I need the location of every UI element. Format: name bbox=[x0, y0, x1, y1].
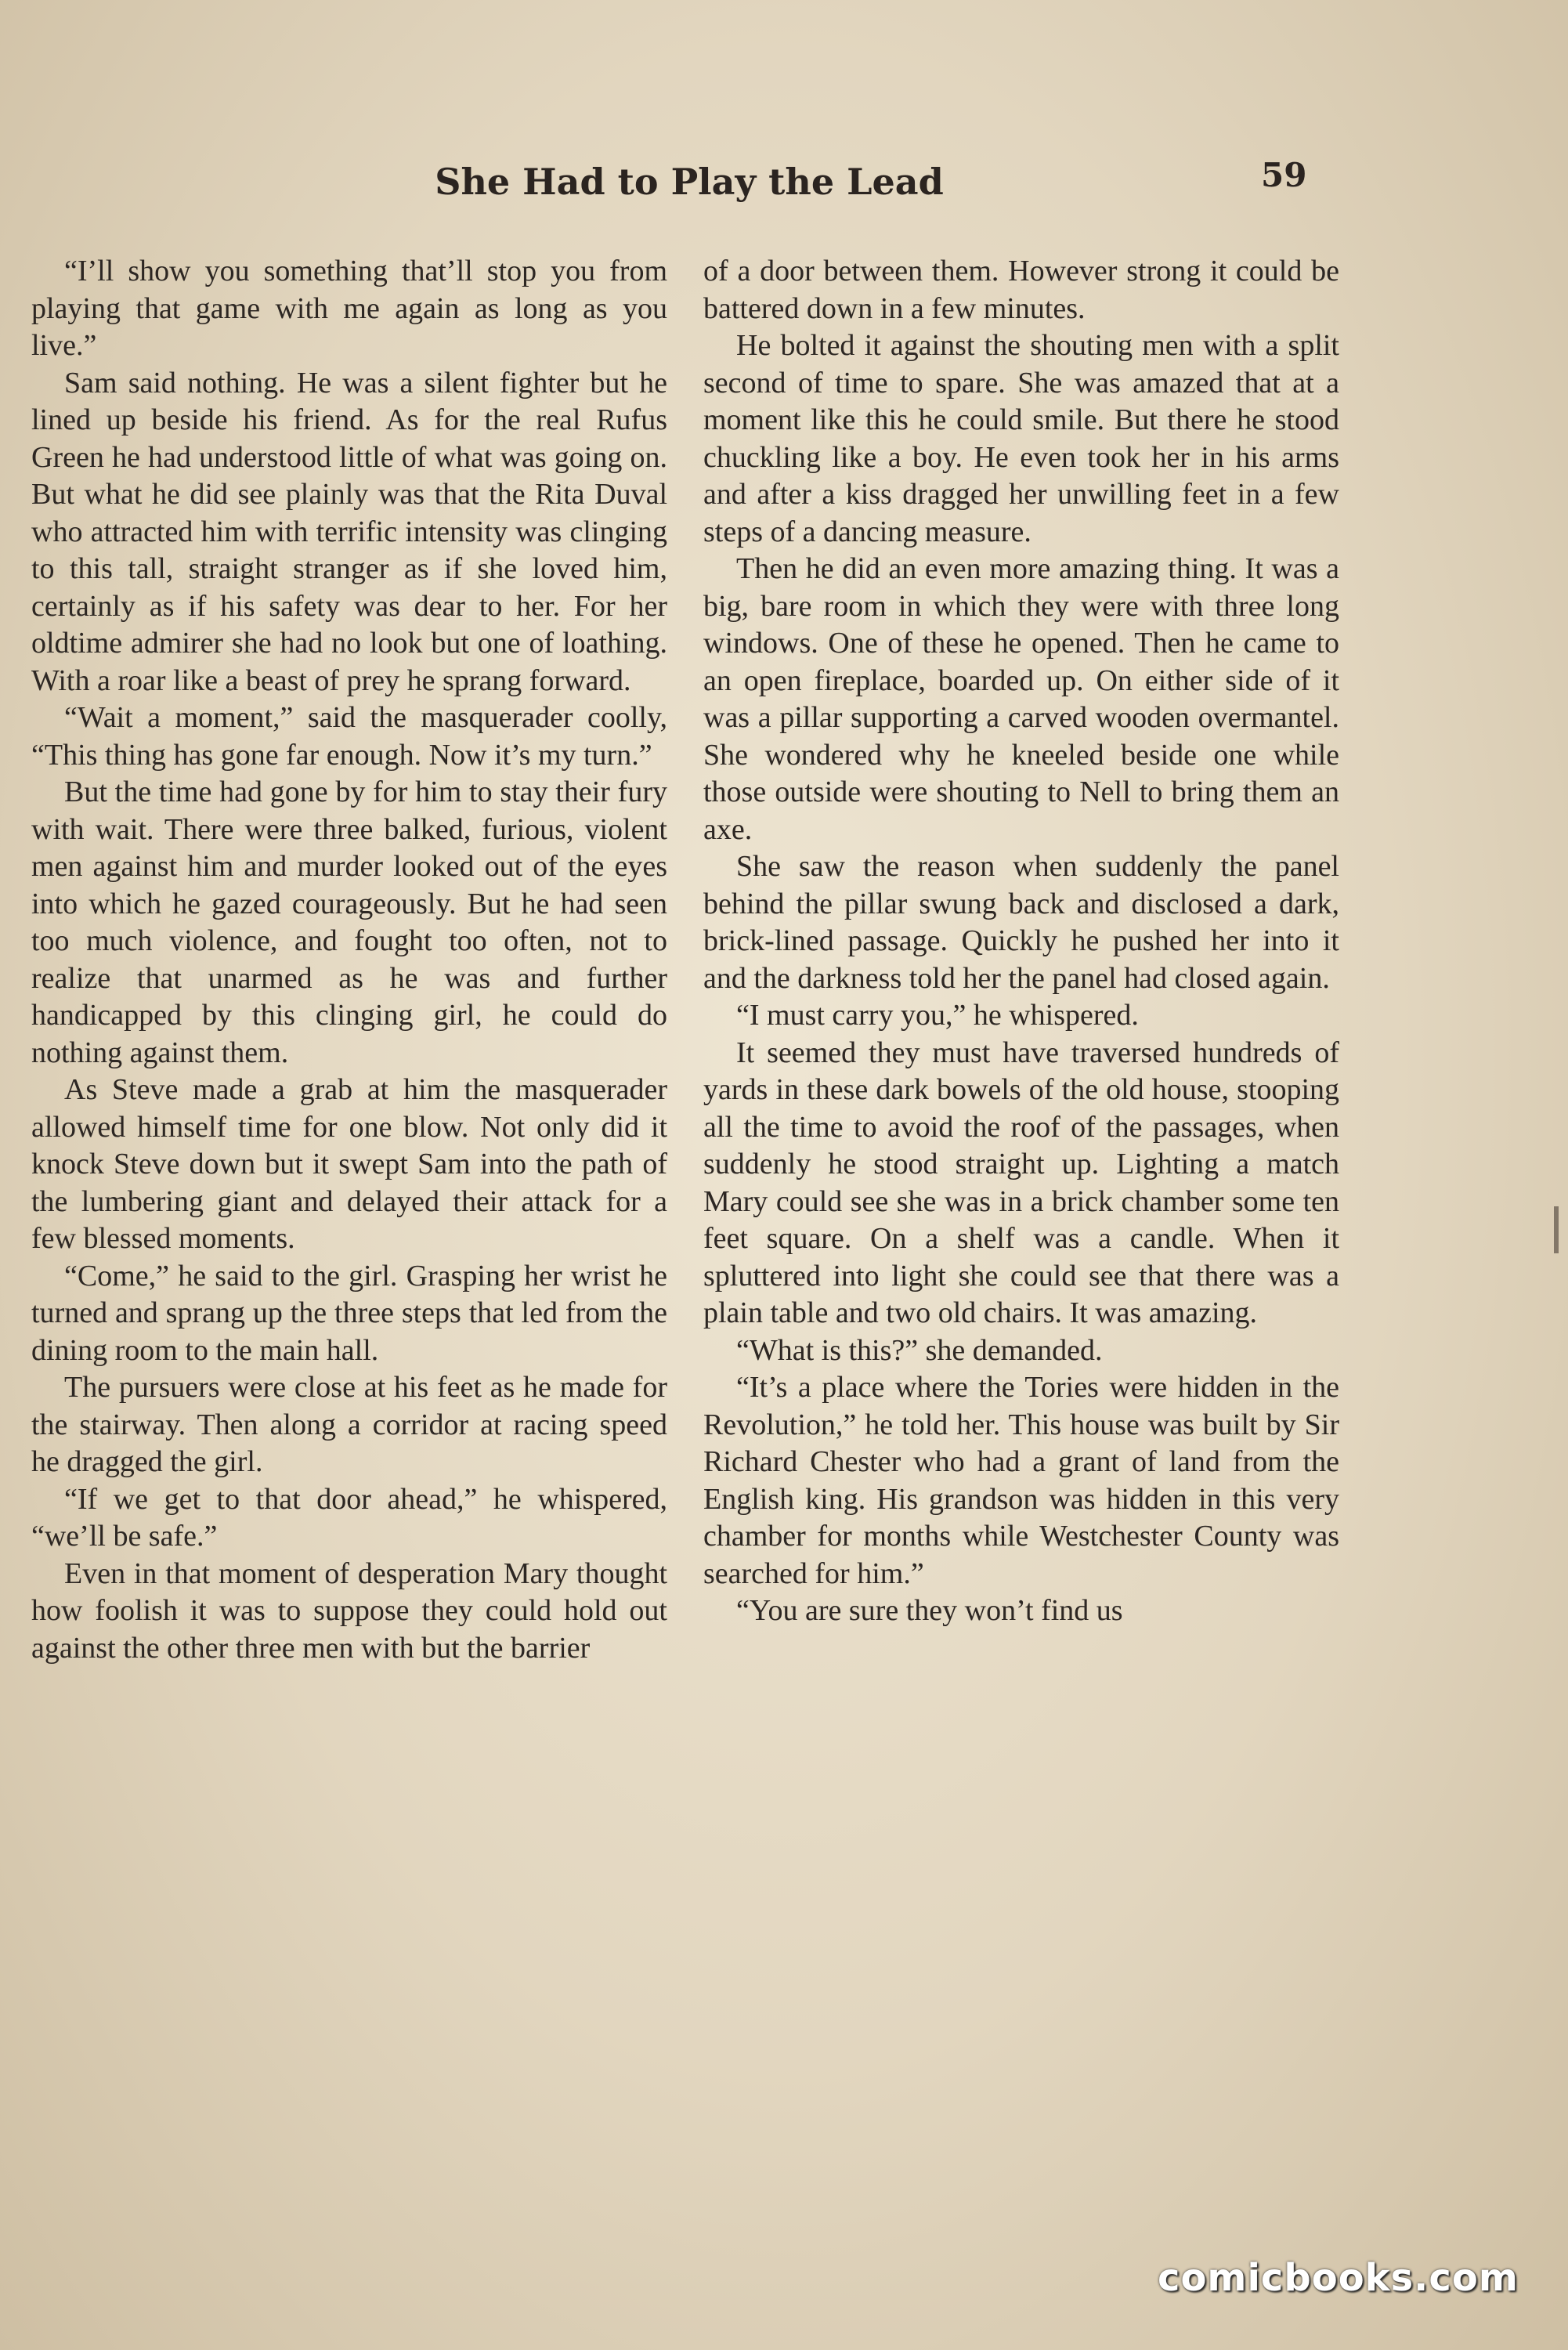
paragraph: “I’ll show you something that’ll stop you from playing that game with me again as long as you live.” bbox=[31, 255, 667, 362]
paragraph: He bolted it against the shouting men with a split second of time to spare. She was amazed that at a moment like this he could smile. But there he stood chuckling like a boy. He even took her in his arms and after a kiss dragged her unwilling feet in a few steps of a dancing measure. bbox=[703, 329, 1339, 548]
paragraph: “I must carry you,” he whispered. bbox=[736, 999, 1139, 1032]
paragraph: As Steve made a grab at him the masquerader allowed himself time for one blow. Not only did it knock Steve down but it swept Sam into the path of the lumbering giant and delayed their attack for a few blessed moments. bbox=[31, 1073, 667, 1255]
paragraph: Sam said nothing. He was a silent fighter but he lined up beside his friend. As for the real Rufus Green he had understood little of what was going on. But what he did see plainly was that the Rita Duval who attracted him with terrific intensity was clinging to this tall, straight stranger as if she loved him, certainly as if his safety was dear to her. For her oldtime admirer she had no look but one of loathing. With a roar like a beast of prey he sprang forward. bbox=[31, 366, 667, 697]
paragraph: “Wait a moment,” said the masquerader coolly, “This thing has gone far enough. Now it’s my turn.” bbox=[31, 701, 667, 772]
paragraph: “You are sure they won’t find us bbox=[736, 1594, 1123, 1627]
right-column bbox=[703, 253, 1339, 1630]
paragraph: “If we get to that door ahead,” he whispered, “we’ll be safe.” bbox=[31, 1482, 667, 1553]
paragraph: “What is this?” she demanded. bbox=[736, 1333, 1103, 1367]
paragraph: It seemed they must have traversed hundreds of yards in these dark bowels of the old house, stooping all the time to avoid the roof of the passages, when suddenly he stood straight up. Lighting a match Mary could see she was in a brick chamber some ten feet square. On a shelf was a candle. When it spluttered into light she could see that there was a plain table and two old chairs. It was amazing. bbox=[703, 1036, 1339, 1329]
page-number: 59 bbox=[1261, 156, 1307, 194]
paragraph: Even in that moment of desperation Mary thought how foolish it was to suppose they could hold out against the other three men with but the barrier bbox=[31, 1556, 667, 1665]
paragraph: The pursuers were close at his feet as he made for the stairway. Then along a corridor at racing speed he dragged the girl. bbox=[31, 1371, 667, 1478]
watermark: comicbooks.com bbox=[1158, 2256, 1519, 2300]
paragraph: Then he did an even more amazing thing. It was a big, bare room in which they were with three long windows. One of these he opened. Then he came to an open fireplace, boarded up. On either side of it was a pillar supporting a carved wooden overmantel. She wondered why he kneeled beside one while those outside were shouting to Nell to bring them an axe. bbox=[703, 552, 1339, 846]
paragraph: But the time had gone by for him to stay their fury with wait. There were three balked, furious, violent men against him and murder looked out of the eyes into which he gazed courageously. But he had seen too much violence, and fought too often, not to realize that unarmed as he was and further handicapped by this clinging girl, he could do nothing against them. bbox=[31, 776, 667, 1069]
left-column bbox=[31, 253, 667, 1667]
page-edge-mark bbox=[1554, 1206, 1559, 1253]
paragraph: She saw the reason when suddenly the panel behind the pillar swung back and disclosed a dark, brick-lined passage. Quickly he pushed her into it and the darkness told her the panel had closed again. bbox=[703, 850, 1339, 995]
paragraph-continued: of a door between them. However strong it could be battered down in a few minutes. bbox=[703, 255, 1339, 325]
paragraph: “It’s a place where the Tories were hidden in the Revolution,” he told her. This house was built by Sir Richard Chester who had a grant of land from the English king. His grandson was hidden in this very chamber for months while Westchester County was searched for him.” bbox=[703, 1371, 1339, 1590]
paragraph: “Come,” he said to the girl. Grasping her wrist he turned and sprang up the three steps that led from the dining room to the main hall. bbox=[31, 1259, 667, 1367]
running-head bbox=[0, 156, 1568, 215]
running-title: She Had to Play the Lead bbox=[435, 161, 944, 203]
